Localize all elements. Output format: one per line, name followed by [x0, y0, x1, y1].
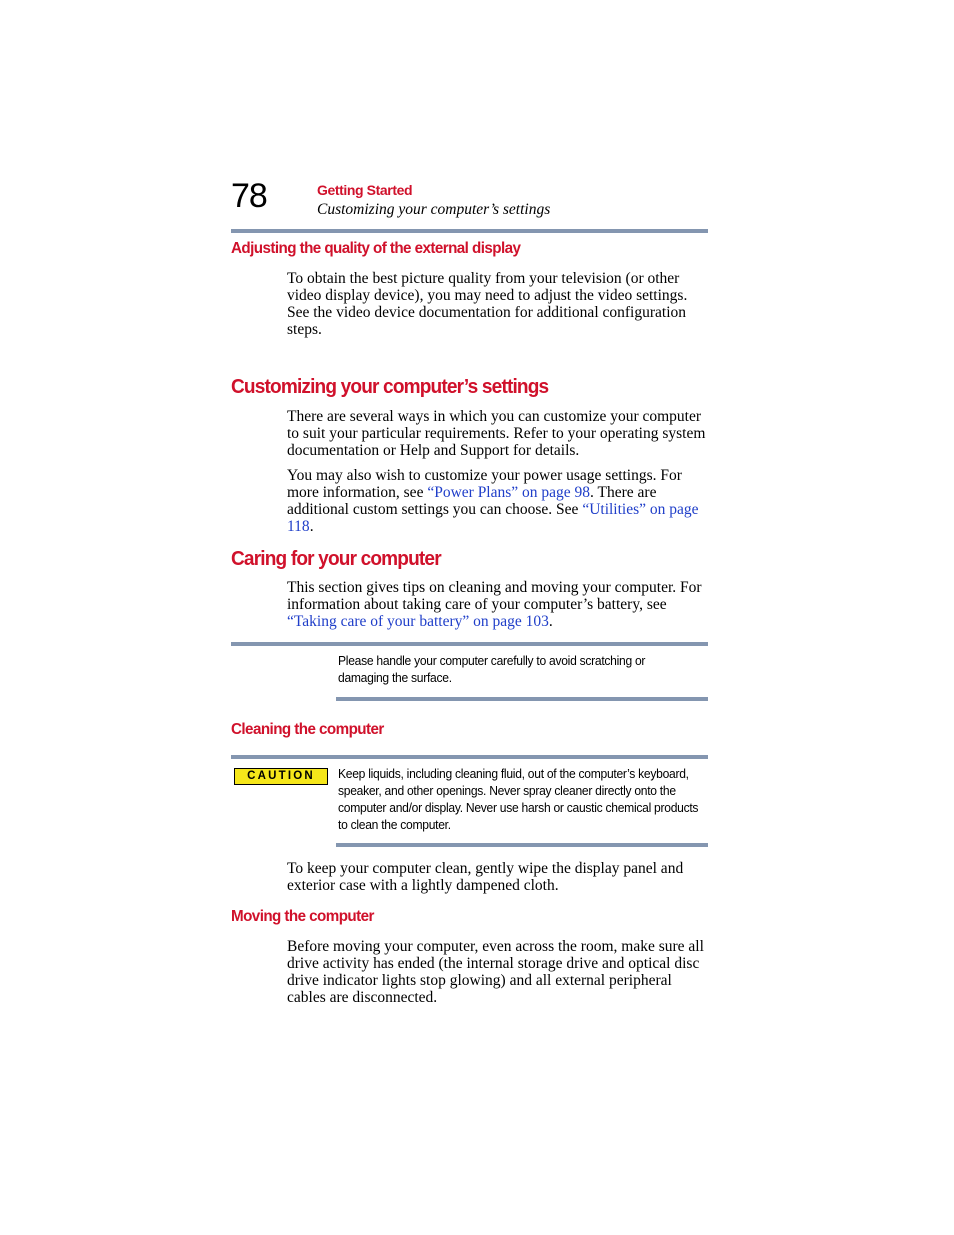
caution-bottom-rule: [336, 843, 708, 847]
paragraph-text: This section gives tips on cleaning and moving your computer. For information about taking care of your computer’s battery, see: [287, 579, 702, 613]
paragraph-adjusting-display: To obtain the best picture quality from your television (or other video display device), you may need to adjust the video settings. See the video device documentation for additional configuration steps.: [287, 270, 688, 338]
link-power-plans[interactable]: “Power Plans” on page 98: [427, 484, 591, 501]
heading-customizing-settings: Customizing your computer’s settings: [231, 375, 549, 398]
paragraph-customizing-2: [287, 467, 708, 535]
note-bottom-rule: [336, 697, 708, 701]
note-text: Please handle your computer carefully to avoid scratching or damaging the surface.: [338, 653, 646, 685]
caution-text: Keep liquids, including cleaning fluid, out of the computer’s keyboard, speaker, and other openings. Never spray cleaner directly onto the computer and/or display. Never use harsh or caustic chemical products to clean the computer.: [338, 766, 699, 832]
heading-moving-computer: Moving the computer: [231, 908, 374, 925]
paragraph-caring-computer: [287, 579, 708, 630]
note-top-rule: [231, 642, 708, 646]
page-number: 78: [231, 177, 267, 215]
header-rule: [231, 229, 708, 233]
caution-badge: CAUTION: [234, 768, 328, 785]
paragraph-text: .: [309, 518, 314, 535]
link-battery-care[interactable]: “Taking care of your battery” on page 103: [287, 613, 549, 630]
paragraph-text: .: [548, 613, 553, 630]
paragraph-text: You may also wish to customize your power usage settings. For more information, see: [287, 467, 682, 501]
paragraph-text: . There are additional custom settings you can choose. See: [287, 484, 657, 518]
chapter-title: Getting Started: [317, 182, 413, 198]
heading-adjusting-display: Adjusting the quality of the external display: [231, 240, 521, 257]
paragraph-cleaning: To keep your computer clean, gently wipe the display panel and exterior case with a lightly dampened cloth.: [287, 860, 684, 894]
heading-cleaning-computer: Cleaning the computer: [231, 721, 384, 738]
paragraph-moving: Before moving your computer, even across the room, make sure all drive activity has ended (the internal storage drive and optical disc drive indicator lights stop glowing) and all external peripheral cables are disconnected.: [287, 938, 704, 1006]
running-section-title: Customizing your computer’s settings: [317, 201, 551, 218]
caution-top-rule: [231, 755, 708, 759]
heading-caring-computer: Caring for your computer: [231, 547, 441, 570]
paragraph-customizing-1: There are several ways in which you can customize your computer to suit your particular requirements. Refer to your operating system documentation or Help and Support for details.: [287, 408, 706, 459]
link-utilities[interactable]: “Utilities” on page 118: [287, 501, 699, 535]
